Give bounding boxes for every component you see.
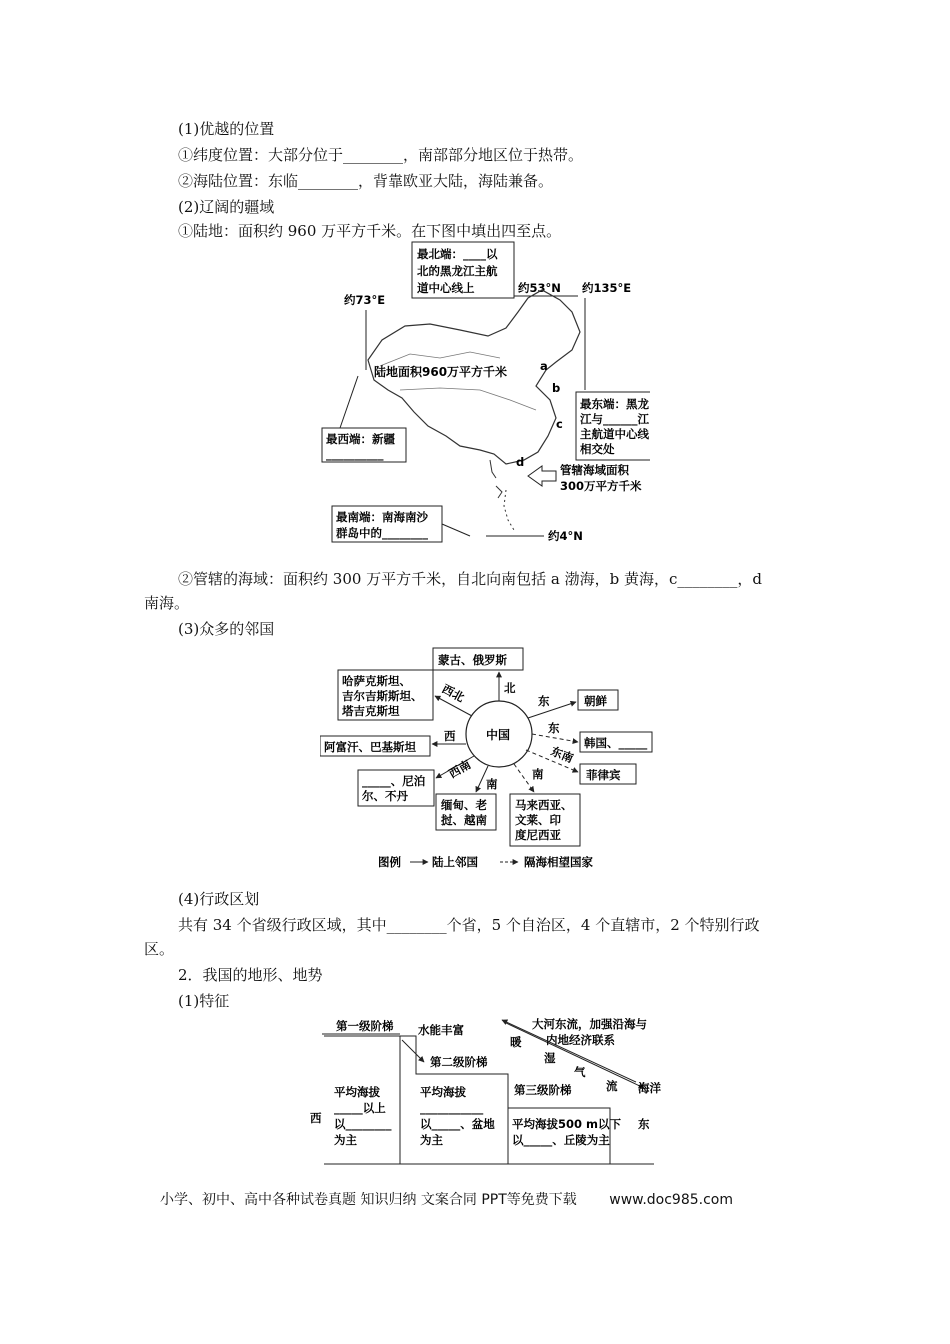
page-footer — [160, 1189, 733, 1209]
section-1-heading: (1)优越的位置 — [178, 120, 275, 138]
lon-73-label: 约73°E — [344, 293, 386, 307]
lat-53-label: 约53°N — [518, 281, 561, 295]
neighbor-nw-3: 塔吉克斯坦 — [342, 704, 400, 718]
section-3-heading: (3)众多的邻国 — [178, 620, 275, 638]
neighbor-nw-2: 吉尔吉斯斯坦、 — [342, 689, 423, 703]
neighbor-s2-2: 文莱、印 — [515, 813, 561, 827]
section-4-heading: (4)行政区划 — [178, 890, 260, 908]
neighbor-s1-2: 挝、越南 — [441, 813, 487, 827]
sea-area-text: ②管辖的海域：面积约 300 万平方千米，自北向南包括 a 渤海，b 黄海，c________，d — [178, 570, 763, 588]
ocean-label: 海洋 — [638, 1081, 661, 1095]
dir-northwest: 西北 — [439, 681, 467, 705]
hydropower-label: 水能丰富 — [418, 1023, 464, 1037]
neighbor-east-box: 韩国、_____ — [584, 736, 648, 750]
step1-text-2: _____以上 — [334, 1101, 386, 1115]
step3-label: 第三级阶梯 — [514, 1083, 572, 1097]
neighbor-west-box: 阿富汗、巴基斯坦 — [324, 740, 416, 754]
neighbor-sw-1: _____、尼泊 — [362, 774, 426, 788]
step3-text-1: 平均海拔500 m以下 — [512, 1117, 621, 1131]
west-extreme-label-2: __________ — [326, 447, 384, 461]
south-extreme-label-2: 群岛中的________ — [336, 526, 428, 540]
dir-southwest: 西南 — [446, 757, 474, 781]
east-label: 东 — [638, 1117, 650, 1131]
sea-letter-c: c — [556, 417, 563, 431]
step1-text-4: 为主 — [334, 1133, 357, 1147]
footer-text: 小学、初中、高中各种试卷真题 知识归纳 文案合同 PPT等免费下载 — [160, 1192, 577, 1208]
moist-1: 暖 — [510, 1035, 522, 1049]
sea-area-arrow — [528, 466, 556, 486]
north-extreme-label-2: 北的黑龙江主航 — [417, 264, 498, 278]
sea-letter-d: d — [516, 455, 525, 469]
dir-west: 西 — [444, 729, 456, 743]
moist-4: 流 — [606, 1079, 618, 1093]
east-extreme-label-3: 主航道中心线 — [580, 427, 649, 441]
north-extreme-label-3: 道中心线上 — [417, 281, 475, 295]
dir-east: 东 — [548, 721, 560, 735]
moist-3: 气 — [574, 1065, 586, 1079]
river-label-2: 内地经济联系 — [546, 1033, 615, 1047]
admin-division-text-cont: 区。 — [144, 940, 175, 958]
lat-4-label: 约4°N — [548, 529, 583, 543]
footer-url[interactable]: www.doc985.com — [609, 1192, 733, 1208]
terrain-steps-diagram — [306, 1012, 670, 1170]
neighbor-north-box: 蒙古、俄罗斯 — [438, 653, 507, 667]
step1-text-1: 平均海拔 — [334, 1085, 380, 1099]
step1-text-3: 以________ — [334, 1117, 392, 1131]
step1-label: 第一级阶梯 — [336, 1019, 394, 1033]
sea-land-position-text: ②海陆位置：东临________，背靠欧亚大陆，海陆兼备。 — [178, 172, 554, 190]
latitude-position-text: ①纬度位置：大部分位于________，南部部分地区位于热带。 — [178, 146, 584, 164]
legend-title: 图例 — [378, 855, 401, 869]
section-terrain-heading: 2．我国的地形、地势 — [178, 966, 323, 984]
sea-area-label-2: 300万平方千米 — [560, 479, 642, 493]
dir-north: 北 — [504, 681, 516, 695]
neighbor-s2-1: 马来西亚、 — [515, 798, 573, 812]
north-extreme-label-1: 最北端：____以 — [417, 247, 498, 261]
neighbor-ne-box: 朝鲜 — [584, 694, 607, 708]
sea-area-text-cont: 南海。 — [144, 594, 190, 612]
west-extreme-label-1: 最西端：新疆 — [326, 432, 395, 446]
terrain-feature-heading: (1)特征 — [178, 992, 230, 1010]
east-extreme-label-4: 相交处 — [580, 442, 615, 456]
dir-south-1: 南 — [486, 777, 498, 791]
neighbors-diagram — [320, 640, 660, 872]
dir-southeast: 东南 — [548, 743, 576, 766]
step2-text-4: 为主 — [420, 1133, 443, 1147]
land-area-label: 陆地面积960万平方千米 — [374, 365, 508, 379]
china-center-label: 中国 — [486, 728, 511, 742]
west-label: 西 — [310, 1111, 322, 1125]
neighbor-se-box: 菲律宾 — [586, 768, 621, 782]
lon-135-label: 约135°E — [582, 281, 632, 295]
step3-text-2: 以_____、丘陵为主 — [512, 1133, 610, 1147]
east-extreme-label-2: 江与______江 — [580, 412, 649, 426]
step2-text-1: 平均海拔 — [420, 1085, 466, 1099]
neighbor-s2-3: 度尼西亚 — [515, 828, 561, 842]
neighbor-nw-1: 哈萨克斯坦、 — [342, 674, 411, 688]
step2-label: 第二级阶梯 — [430, 1055, 488, 1069]
sea-area-label-1: 管辖海域面积 — [560, 463, 629, 477]
step2-text-2: ___________ — [420, 1101, 484, 1115]
land-area-text: ①陆地：面积约 960 万平方千米。在下图中填出四至点。 — [178, 222, 562, 240]
dir-northeast: 东 — [538, 694, 550, 708]
section-2-heading: (2)辽阔的疆域 — [178, 198, 275, 216]
moist-2: 湿 — [544, 1051, 556, 1065]
legend-sea: 隔海相望国家 — [524, 855, 593, 869]
neighbor-s1-1: 缅甸、老 — [441, 798, 487, 812]
sea-letter-b: b — [552, 381, 561, 395]
step2-text-3: 以_____、盆地 — [420, 1117, 495, 1131]
legend-land: 陆上邻国 — [432, 855, 478, 869]
neighbor-sw-2: 尔、不丹 — [362, 789, 408, 803]
china-extremes-map — [310, 240, 650, 550]
south-extreme-label-1: 最南端：南海南沙 — [336, 510, 428, 524]
east-extreme-label-1: 最东端：黑龙 — [580, 397, 649, 411]
dir-south-2: 南 — [532, 767, 544, 781]
river-label-1: 大河东流，加强沿海与 — [532, 1017, 647, 1031]
admin-division-text: 共有 34 个省级行政区域，其中________个省，5 个自治区，4 个直辖市，2 个特别行政 — [178, 916, 760, 934]
sea-letter-a: a — [540, 359, 548, 373]
